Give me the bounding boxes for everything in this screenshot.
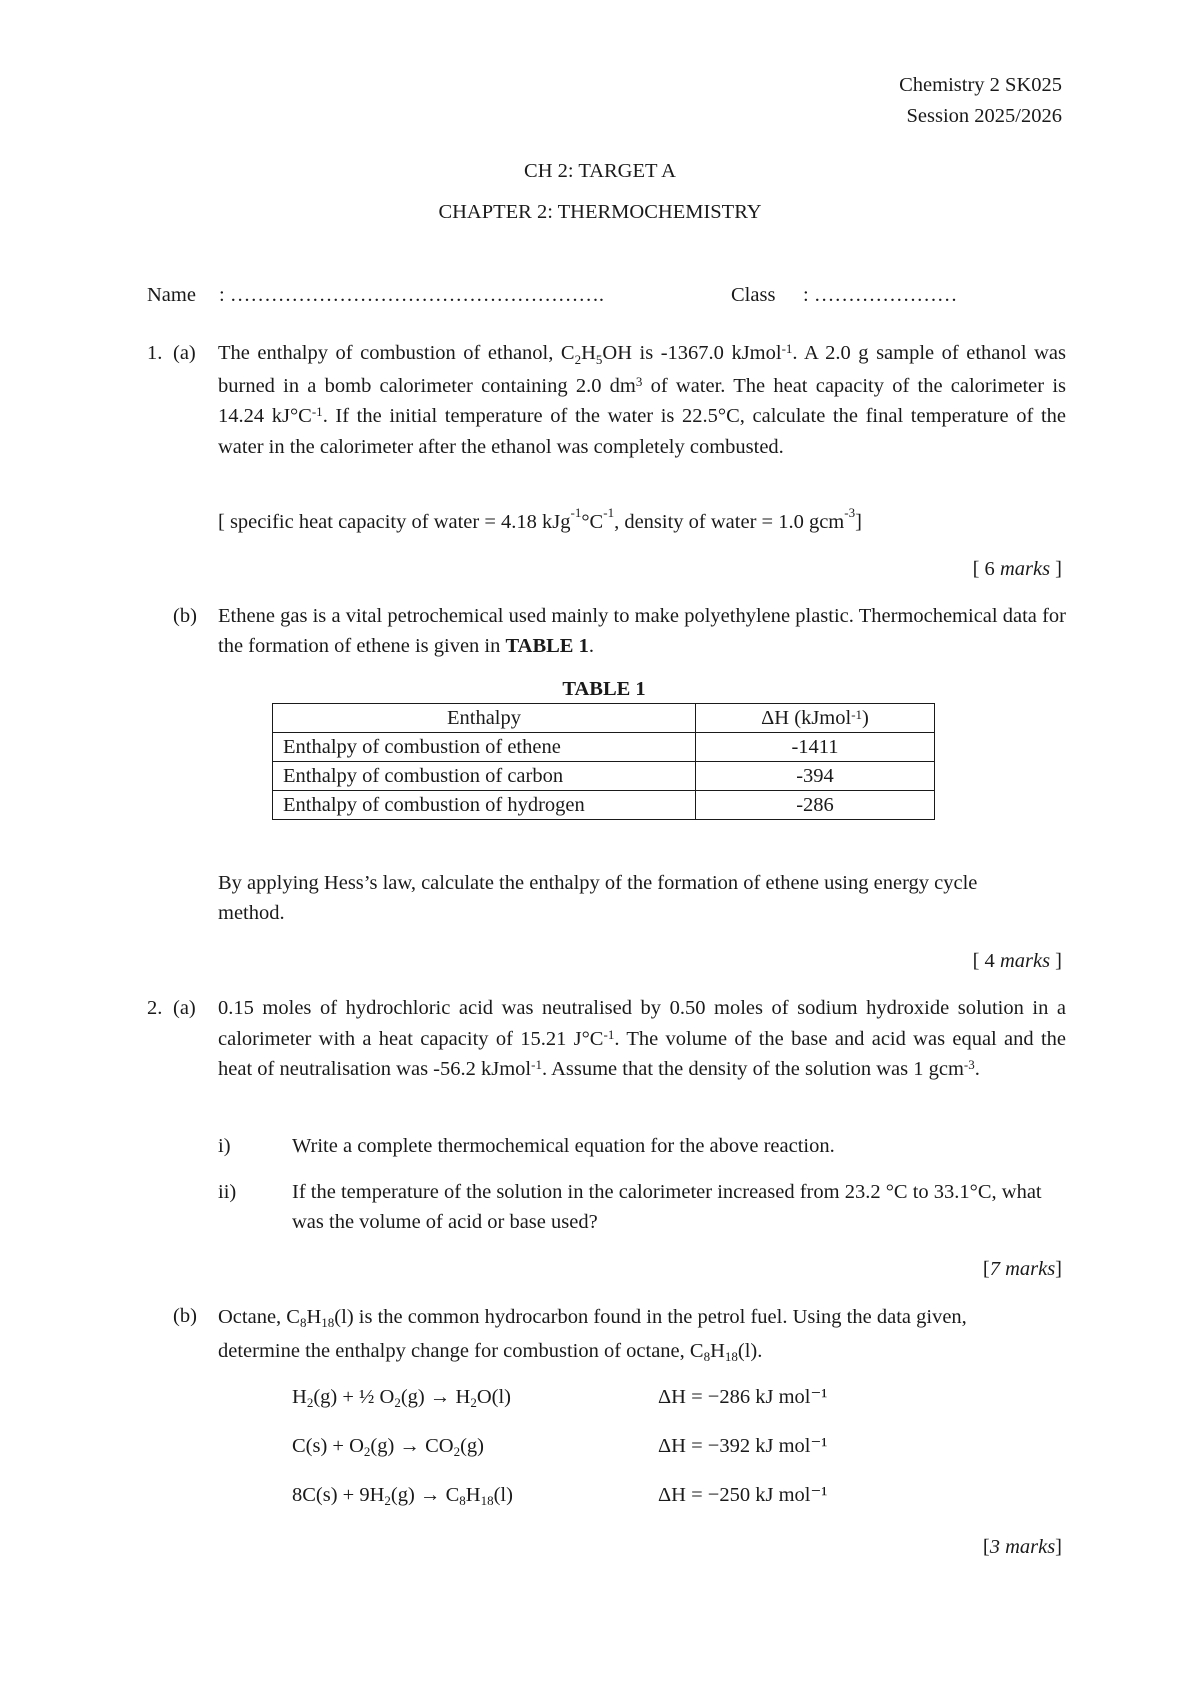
q1b-text: Ethene gas is a vital petrochemical used mainly to make polyethylene plastic. Thermochemical data for the formation of ethene is given in TABLE 1. [218, 605, 1066, 657]
q2a-ii-number: ii) [218, 1181, 237, 1203]
enthalpy-table [272, 703, 935, 820]
chapter-title: CHAPTER 2: THERMOCHEMISTRY [438, 201, 762, 223]
table-row [273, 733, 935, 762]
q2b-text: Octane, C8H18(l) is the common hydrocarbon found in the petrol fuel. Using the data given, determine the enthalpy change for combustion of octane, C8H18(l). [218, 1306, 967, 1364]
table-cell: Enthalpy of combustion of carbon [273, 762, 696, 791]
session: Session 2025/2026 [906, 105, 1062, 127]
q1b-marks: [ 4 marks ] [972, 950, 1062, 972]
q1b-label: (b) [173, 605, 197, 627]
table-row [273, 791, 935, 820]
q2a-label: (a) [173, 997, 196, 1019]
name-class-row [147, 280, 1067, 311]
enthalpy-1: ΔH = −286 kJ mol⁻¹ [658, 1386, 828, 1408]
table-header-enthalpy: Enthalpy [273, 704, 696, 733]
q2a-i-number: i) [218, 1135, 231, 1157]
table-cell: -394 [696, 762, 935, 791]
q2a-marks: [7 marks] [982, 1258, 1062, 1280]
enthalpy-2: ΔH = −392 kJ mol⁻¹ [658, 1435, 828, 1457]
table-header-dh: ΔH (kJmol$^{-1}$) [696, 704, 935, 733]
q1a-data: [ specific heat capacity of water = 4.18 $kJg^{-1}^\circ C^{-1}$, density of water = 1.0 gcm$^{-3}$] [218, 505, 862, 533]
q2-number: 2. [147, 997, 163, 1019]
table-header-row [273, 704, 935, 733]
course-code: Chemistry 2 SK025 [899, 74, 1062, 96]
q1a-text: The enthalpy of combustion of ethanol, $C_2H_5OH$ is -1367.0 kJmol$^{-1}$. A 2.0 g sample of ethanol was burned in a bomb calorimeter containing 2.0 $dm^3$ of water. The heat capacity of the calorimeter is 14.24 $kJ^\circ C^{-1}$. If the initial temperature of the water is 22.5°C, calculate the final temperature of the water in the calorimeter after the ethanol was completely combusted. [218, 341, 1067, 458]
q2a-ii-text: If the temperature of the solution in the calorimeter increased from 23.2 °C to 33.1°C, what was the volume of acid or base used? [292, 1181, 1042, 1233]
q1-number: 1. [147, 342, 163, 364]
equation-2: C(s) + O2(g) → CO2(g) [292, 1435, 484, 1459]
q1a-label: (a) [173, 342, 196, 364]
target-title: CH 2: TARGET A [524, 160, 676, 182]
q2b-marks: [3 marks] [982, 1536, 1062, 1558]
table-row [273, 762, 935, 791]
table-cell: Enthalpy of combustion of ethene [273, 733, 696, 762]
table-title: TABLE 1 [562, 678, 646, 700]
name-label: Name [147, 284, 196, 306]
equation-3: 8C(s) + 9H2(g) → C8H18(l) [292, 1484, 513, 1508]
name-field[interactable]: : ………………………………………………. [219, 284, 604, 306]
class-label: Class [731, 284, 776, 306]
q1b-question: By applying Hess’s law, calculate the enthalpy of the formation of ethene using energy cycle method. [218, 872, 978, 924]
q2b-label: (b) [173, 1305, 197, 1327]
q2a-i-text: Write a complete thermochemical equation for the above reaction. [292, 1135, 835, 1157]
table-cell: -1411 [696, 733, 935, 762]
class-field[interactable]: : ………………… [803, 284, 958, 306]
table-cell: -286 [696, 791, 935, 820]
table-cell: Enthalpy of combustion of hydrogen [273, 791, 696, 820]
equation-1: H2(g) + ½ O2(g) → H2O(l) [292, 1386, 511, 1410]
q1a-marks: [ 6 marks ] [972, 558, 1062, 580]
q2a-text: 0.15 moles of hydrochloric acid was neutralised by 0.50 moles of sodium hydroxide solution in a calorimeter with a heat capacity of 15.21 $J^\circ C^{-1}$. The volume of the base and acid was equal and the heat of neutralisation was -56.2 kJmol$^{-1}$. Assume that the density of the solution was 1 gcm$^{-3}$. [218, 997, 1066, 1080]
enthalpy-3: ΔH = −250 kJ mol⁻¹ [658, 1484, 828, 1506]
